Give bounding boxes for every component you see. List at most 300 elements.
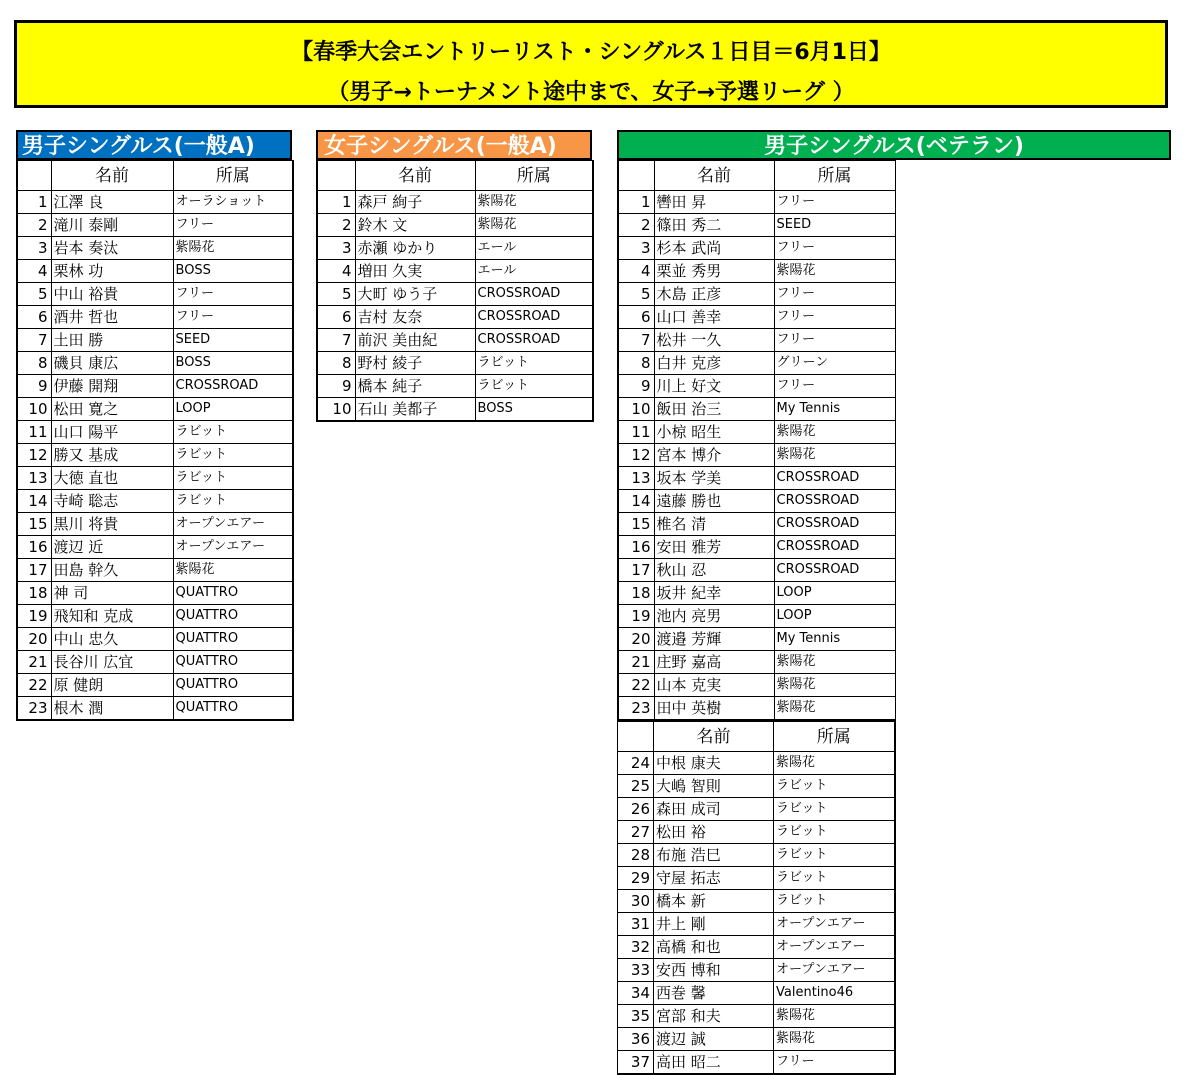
table-row	[618, 444, 895, 467]
entry-number: 1	[317, 191, 355, 214]
entry-number: 15	[17, 513, 51, 536]
table-row	[317, 352, 593, 375]
entry-affiliation: 紫陽花	[774, 651, 895, 674]
men-singles-a-table	[16, 160, 294, 721]
table-row	[618, 798, 895, 821]
entry-number: 21	[618, 651, 654, 674]
entry-name: 江澤 良	[51, 191, 173, 214]
table-row	[618, 913, 895, 936]
table-row	[17, 260, 293, 283]
entry-name: 伊藤 開翔	[51, 375, 173, 398]
entry-name: 中根 康夫	[654, 752, 774, 775]
table-row	[317, 398, 593, 422]
entry-affiliation: オープンエアー	[173, 536, 293, 559]
table-row	[618, 214, 895, 237]
entry-number: 12	[618, 444, 654, 467]
entry-name: 松田 寛之	[51, 398, 173, 421]
entry-number: 3	[317, 237, 355, 260]
entry-affiliation: CROSSROAD	[173, 375, 293, 398]
entry-affiliation: ラビット	[173, 444, 293, 467]
table-row	[618, 752, 895, 775]
table-row	[618, 329, 895, 352]
entry-affiliation: フリー	[774, 375, 895, 398]
entry-affiliation: 紫陽花	[774, 421, 895, 444]
entry-number: 32	[618, 936, 654, 959]
entry-affiliation: 紫陽花	[173, 237, 293, 260]
entry-name: 土田 勝	[51, 329, 173, 352]
entry-number: 22	[17, 674, 51, 697]
entry-name: 西巻 馨	[654, 982, 774, 1005]
entry-number: 21	[17, 651, 51, 674]
entry-number: 7	[17, 329, 51, 352]
entry-number: 16	[17, 536, 51, 559]
entry-name: 杉本 武尚	[654, 237, 774, 260]
entry-number: 24	[618, 752, 654, 775]
table-row	[17, 237, 293, 260]
entry-name: 磯貝 康広	[51, 352, 173, 375]
entry-affiliation: オープンエアー	[774, 936, 895, 959]
women-singles-a-table	[316, 160, 594, 422]
entry-number: 22	[618, 674, 654, 697]
entry-number: 4	[317, 260, 355, 283]
table-row	[618, 306, 895, 329]
entry-number: 27	[618, 821, 654, 844]
table-row	[618, 959, 895, 982]
entry-name: 松井 一久	[654, 329, 774, 352]
entry-affiliation: フリー	[774, 191, 895, 214]
table-row	[618, 775, 895, 798]
entry-number: 16	[618, 536, 654, 559]
col-no-header	[317, 161, 355, 191]
table-row	[618, 1051, 895, 1075]
table-row	[17, 214, 293, 237]
entry-affiliation: ラビット	[774, 821, 895, 844]
table-row	[618, 283, 895, 306]
entry-number: 19	[618, 605, 654, 628]
entry-number: 17	[618, 559, 654, 582]
table-row	[618, 982, 895, 1005]
entry-number: 5	[317, 283, 355, 306]
veteran-table-right	[617, 721, 896, 1075]
veteran-singles-title: 男子シングルス(ベテラン)	[617, 130, 1171, 160]
entry-number: 14	[17, 490, 51, 513]
table-row	[618, 697, 895, 721]
entry-number: 10	[618, 398, 654, 421]
entry-number: 12	[17, 444, 51, 467]
entry-name: 中山 裕貴	[51, 283, 173, 306]
entry-affiliation: 紫陽花	[774, 697, 895, 721]
col-no-header	[17, 161, 51, 191]
entry-name: 安西 博和	[654, 959, 774, 982]
entry-affiliation: ラビット	[774, 798, 895, 821]
entry-name: 田中 英樹	[654, 697, 774, 721]
entry-name: 山口 善幸	[654, 306, 774, 329]
entry-name: 遠藤 勝也	[654, 490, 774, 513]
entry-name: 黒川 将貴	[51, 513, 173, 536]
entry-name: 坂本 学美	[654, 467, 774, 490]
table-row	[618, 191, 895, 214]
entry-affiliation: QUATTRO	[173, 582, 293, 605]
entry-number: 6	[17, 306, 51, 329]
entry-number: 4	[618, 260, 654, 283]
entry-name: 布施 浩巳	[654, 844, 774, 867]
entry-name: 橋本 純子	[355, 375, 475, 398]
entry-affiliation: エール	[475, 260, 593, 283]
entry-number: 20	[618, 628, 654, 651]
table-row	[17, 605, 293, 628]
entry-number: 11	[17, 421, 51, 444]
entry-affiliation: BOSS	[475, 398, 593, 422]
entry-name: 飛知和 克成	[51, 605, 173, 628]
entry-name: 大徳 直也	[51, 467, 173, 490]
entry-number: 1	[17, 191, 51, 214]
banner-subtitle: （男子→トーナメント途中まで、女子→予選リーグ ）	[327, 80, 855, 105]
entry-name: 椎名 清	[654, 513, 774, 536]
table-row	[618, 628, 895, 651]
entry-affiliation: ラビット	[173, 490, 293, 513]
entry-name: 森田 成司	[654, 798, 774, 821]
entry-affiliation: ラビット	[774, 775, 895, 798]
table-row	[17, 536, 293, 559]
entry-number: 18	[17, 582, 51, 605]
entry-affiliation: 紫陽花	[774, 674, 895, 697]
entry-affiliation: エール	[475, 237, 593, 260]
table-row	[17, 421, 293, 444]
table-row	[17, 467, 293, 490]
entry-affiliation: SEED	[774, 214, 895, 237]
entry-affiliation: 紫陽花	[774, 1028, 895, 1051]
entry-name: 高田 昭二	[654, 1051, 774, 1075]
table-row	[618, 398, 895, 421]
entry-name: 井上 剛	[654, 913, 774, 936]
entry-affiliation: ラビット	[173, 467, 293, 490]
table-row	[618, 513, 895, 536]
entry-affiliation: フリー	[173, 306, 293, 329]
table-row	[618, 536, 895, 559]
entry-affiliation: QUATTRO	[173, 628, 293, 651]
entry-affiliation: 紫陽花	[774, 1005, 895, 1028]
entry-name: 坂井 紀幸	[654, 582, 774, 605]
entry-number: 30	[618, 890, 654, 913]
table-row	[317, 375, 593, 398]
entry-name: 栗並 秀男	[654, 260, 774, 283]
entry-name: 川上 好文	[654, 375, 774, 398]
entry-affiliation: オープンエアー	[774, 913, 895, 936]
entry-number: 28	[618, 844, 654, 867]
col-no-header	[618, 722, 654, 752]
entry-affiliation: Valentino46	[774, 982, 895, 1005]
entry-name: 勝又 基成	[51, 444, 173, 467]
women-singles-a-block	[316, 130, 592, 422]
entry-affiliation: フリー	[774, 237, 895, 260]
entry-name: 渡辺 近	[51, 536, 173, 559]
entry-name: 山口 陽平	[51, 421, 173, 444]
table-row	[17, 559, 293, 582]
table-row	[618, 605, 895, 628]
entry-affiliation: CROSSROAD	[774, 536, 895, 559]
entry-affiliation: フリー	[774, 306, 895, 329]
table-row	[17, 398, 293, 421]
entry-name: 秋山 忍	[654, 559, 774, 582]
table-row	[17, 191, 293, 214]
table-row	[17, 628, 293, 651]
entry-name: 滝川 泰剛	[51, 214, 173, 237]
table-row	[618, 582, 895, 605]
entry-number: 31	[618, 913, 654, 936]
entry-affiliation: オープンエアー	[774, 959, 895, 982]
entry-name: 赤瀬 ゆかり	[355, 237, 475, 260]
entry-number: 8	[17, 352, 51, 375]
entry-number: 26	[618, 798, 654, 821]
col-name-header: 名前	[51, 161, 173, 191]
entry-affiliation: ラビット	[774, 867, 895, 890]
entry-affiliation: ラビット	[774, 890, 895, 913]
entry-name: 松田 裕	[654, 821, 774, 844]
entry-number: 9	[618, 375, 654, 398]
entry-name: 神 司	[51, 582, 173, 605]
table-row	[317, 260, 593, 283]
entry-name: 吉村 友奈	[355, 306, 475, 329]
table-row	[618, 890, 895, 913]
entry-number: 6	[317, 306, 355, 329]
entry-number: 34	[618, 982, 654, 1005]
entry-number: 29	[618, 867, 654, 890]
entry-number: 2	[17, 214, 51, 237]
entry-name: 岩本 奏汰	[51, 237, 173, 260]
entry-name: 守屋 拓志	[654, 867, 774, 890]
entry-affiliation: CROSSROAD	[475, 306, 593, 329]
entry-number: 11	[618, 421, 654, 444]
table-row	[17, 352, 293, 375]
entry-name: 安田 雅芳	[654, 536, 774, 559]
entry-number: 35	[618, 1005, 654, 1028]
table-row	[618, 421, 895, 444]
table-row	[317, 237, 593, 260]
entry-number: 9	[17, 375, 51, 398]
entry-name: 酒井 哲也	[51, 306, 173, 329]
entry-name: 原 健朗	[51, 674, 173, 697]
entry-affiliation: CROSSROAD	[774, 490, 895, 513]
table-row	[17, 697, 293, 721]
entry-number: 5	[618, 283, 654, 306]
women-singles-a-title: 女子シングルス(一般A)	[316, 130, 592, 160]
entry-name: 山本 克実	[654, 674, 774, 697]
entry-name: 高橋 和也	[654, 936, 774, 959]
table-row	[17, 490, 293, 513]
entry-affiliation: フリー	[173, 283, 293, 306]
col-no-header	[618, 161, 654, 191]
table-row	[17, 283, 293, 306]
entry-number: 23	[618, 697, 654, 721]
entry-number: 37	[618, 1051, 654, 1075]
table-row	[17, 651, 293, 674]
entry-affiliation: CROSSROAD	[774, 559, 895, 582]
entry-number: 7	[317, 329, 355, 352]
entry-number: 10	[17, 398, 51, 421]
entry-number: 2	[317, 214, 355, 237]
entry-number: 15	[618, 513, 654, 536]
entry-affiliation: CROSSROAD	[475, 329, 593, 352]
entry-name: 長谷川 広宜	[51, 651, 173, 674]
entry-number: 9	[317, 375, 355, 398]
men-singles-a-title: 男子シングルス(一般A)	[16, 130, 292, 160]
entry-number: 3	[618, 237, 654, 260]
table-row	[317, 214, 593, 237]
entry-number: 23	[17, 697, 51, 721]
entry-name: 寺崎 聡志	[51, 490, 173, 513]
entry-number: 3	[17, 237, 51, 260]
entry-name: 野村 綾子	[355, 352, 475, 375]
table-row	[618, 844, 895, 867]
banner-title: 【春季大会エントリーリスト・シングルス１日目＝6月1日】	[291, 40, 891, 65]
entry-number: 18	[618, 582, 654, 605]
entry-name: 根木 潤	[51, 697, 173, 721]
entry-affiliation: My Tennis	[774, 628, 895, 651]
entry-number: 8	[618, 352, 654, 375]
entry-name: 大町 ゆう子	[355, 283, 475, 306]
entry-affiliation: My Tennis	[774, 398, 895, 421]
entry-affiliation: グリーン	[774, 352, 895, 375]
table-row	[17, 513, 293, 536]
table-row	[618, 936, 895, 959]
entry-number: 25	[618, 775, 654, 798]
entry-affiliation: BOSS	[173, 260, 293, 283]
table-row	[618, 651, 895, 674]
entry-name: 篠田 秀二	[654, 214, 774, 237]
table-row	[618, 821, 895, 844]
entry-name: 渡辺 誠	[654, 1028, 774, 1051]
table-row	[17, 329, 293, 352]
entry-name: 中山 忠久	[51, 628, 173, 651]
men-singles-a-block	[16, 130, 292, 721]
entry-number: 5	[17, 283, 51, 306]
entry-affiliation: 紫陽花	[475, 214, 593, 237]
entry-affiliation: フリー	[774, 329, 895, 352]
entry-affiliation: CROSSROAD	[774, 467, 895, 490]
entry-affiliation: オーラショット	[173, 191, 293, 214]
entry-number: 10	[317, 398, 355, 422]
entry-name: 宮部 和夫	[654, 1005, 774, 1028]
entry-number: 2	[618, 214, 654, 237]
veteran-singles-block	[617, 130, 1171, 1075]
entry-affiliation: SEED	[173, 329, 293, 352]
entry-affiliation: 紫陽花	[475, 191, 593, 214]
entry-number: 14	[618, 490, 654, 513]
entry-number: 1	[618, 191, 654, 214]
entry-affiliation: QUATTRO	[173, 697, 293, 721]
entry-name: 木島 正彦	[654, 283, 774, 306]
entry-affiliation: QUATTRO	[173, 651, 293, 674]
entry-affiliation: QUATTRO	[173, 605, 293, 628]
table-row	[317, 306, 593, 329]
entry-name: 田島 幹久	[51, 559, 173, 582]
entry-number: 8	[317, 352, 355, 375]
table-row	[17, 674, 293, 697]
entry-name: 小椋 昭生	[654, 421, 774, 444]
entry-affiliation: LOOP	[774, 582, 895, 605]
title-banner	[14, 20, 1168, 108]
entry-name: 栗林 功	[51, 260, 173, 283]
table-row	[618, 237, 895, 260]
table-row	[618, 559, 895, 582]
table-row	[618, 375, 895, 398]
entry-name: 森戸 絢子	[355, 191, 475, 214]
col-aff-header: 所属	[774, 722, 895, 752]
col-name-header: 名前	[654, 161, 774, 191]
entry-number: 36	[618, 1028, 654, 1051]
entry-name: 大嶋 智則	[654, 775, 774, 798]
table-row	[17, 306, 293, 329]
table-row	[17, 582, 293, 605]
entry-affiliation: BOSS	[173, 352, 293, 375]
table-row	[17, 444, 293, 467]
table-row	[618, 352, 895, 375]
entry-affiliation: フリー	[173, 214, 293, 237]
table-row	[618, 867, 895, 890]
table-row	[317, 283, 593, 306]
entry-affiliation: 紫陽花	[774, 260, 895, 283]
entry-affiliation: フリー	[774, 1051, 895, 1075]
table-row	[317, 191, 593, 214]
table-row	[17, 375, 293, 398]
table-row	[618, 490, 895, 513]
table-row	[618, 260, 895, 283]
entry-affiliation: 紫陽花	[173, 559, 293, 582]
col-aff-header: 所属	[774, 161, 895, 191]
entry-affiliation: LOOP	[173, 398, 293, 421]
entry-affiliation: ラビット	[173, 421, 293, 444]
entry-name: 渡邉 芳輝	[654, 628, 774, 651]
entry-affiliation: オープンエアー	[173, 513, 293, 536]
entry-name: 鈴木 文	[355, 214, 475, 237]
entry-number: 13	[618, 467, 654, 490]
entry-number: 13	[17, 467, 51, 490]
entry-affiliation: ラビット	[475, 375, 593, 398]
col-name-header: 名前	[654, 722, 774, 752]
entry-number: 17	[17, 559, 51, 582]
entry-name: 飯田 治三	[654, 398, 774, 421]
veteran-table-left	[617, 160, 896, 721]
table-row	[618, 467, 895, 490]
entry-affiliation: 紫陽花	[774, 752, 895, 775]
entry-name: 白井 克彦	[654, 352, 774, 375]
entry-name: 前沢 美由紀	[355, 329, 475, 352]
entry-name: 橋本 新	[654, 890, 774, 913]
entry-name: 石山 美都子	[355, 398, 475, 422]
entry-name: 増田 久実	[355, 260, 475, 283]
entry-affiliation: ラビット	[475, 352, 593, 375]
entry-number: 7	[618, 329, 654, 352]
entry-affiliation: 紫陽花	[774, 444, 895, 467]
entry-number: 33	[618, 959, 654, 982]
col-aff-header: 所属	[475, 161, 593, 191]
entry-name: 庄野 嘉高	[654, 651, 774, 674]
entry-affiliation: QUATTRO	[173, 674, 293, 697]
entry-name: 宮本 博介	[654, 444, 774, 467]
entry-number: 6	[618, 306, 654, 329]
col-name-header: 名前	[355, 161, 475, 191]
entry-affiliation: フリー	[774, 283, 895, 306]
table-row	[618, 1005, 895, 1028]
entry-affiliation: CROSSROAD	[475, 283, 593, 306]
col-aff-header: 所属	[173, 161, 293, 191]
entry-number: 20	[17, 628, 51, 651]
entry-name: 池内 亮男	[654, 605, 774, 628]
table-row	[618, 674, 895, 697]
entry-name: 轡田 昇	[654, 191, 774, 214]
entry-affiliation: ラビット	[774, 844, 895, 867]
entry-number: 19	[17, 605, 51, 628]
